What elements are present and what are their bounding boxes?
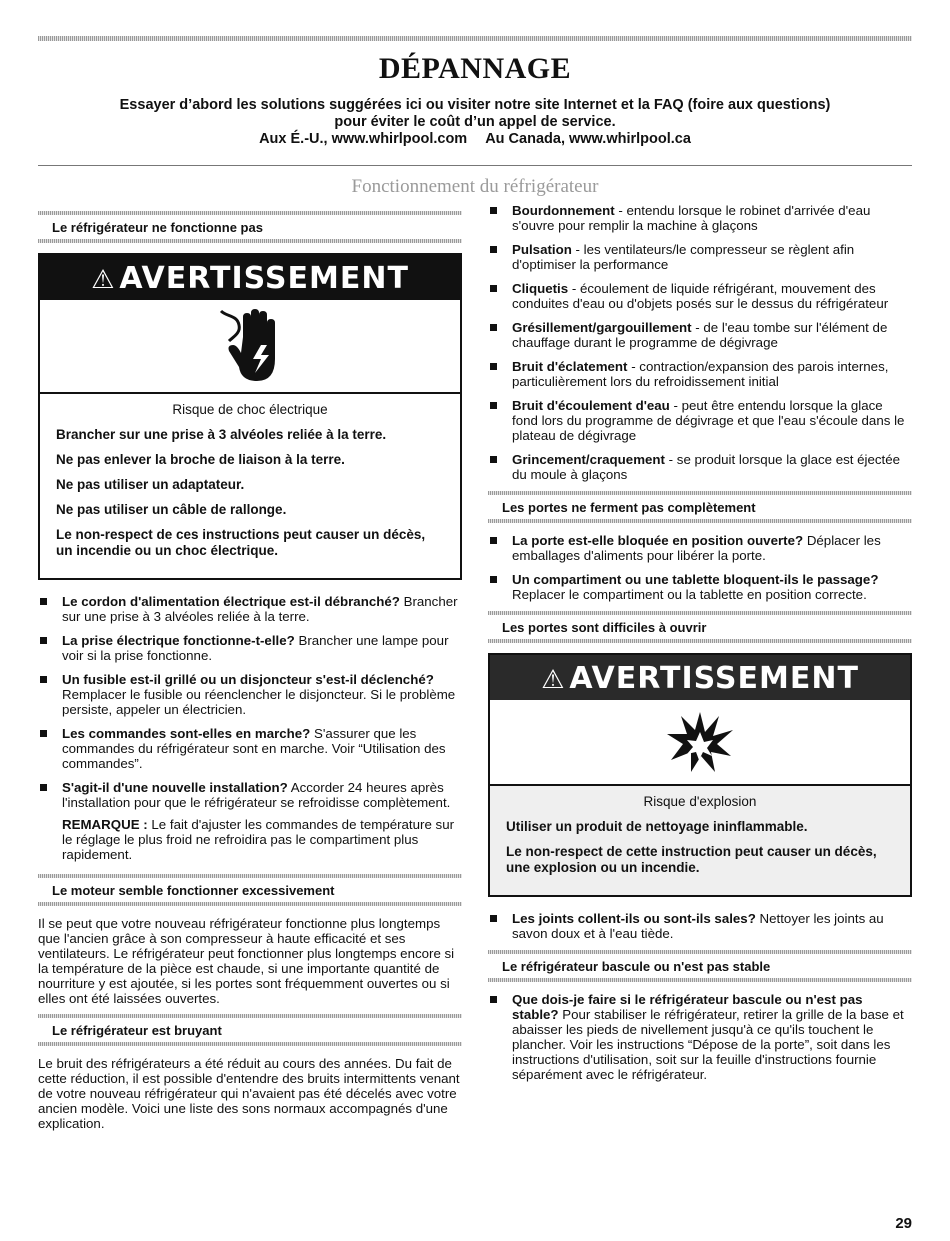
list-item: Que dois-je faire si le réfrigérateur bascule ou n'est pas stable? Pour stabiliser le réfrigérateur, retirer la grille de la base et abaisser les pieds de nivellement jusqu'à ce qu'ils touchent le plancher. Voir les instructions “Dépose de la porte”, soit dans les instructions d'utilisation, soit sur la feuille d'instructions fournie séparément avec le réfrigérateur. <box>488 992 912 1082</box>
list-item: Un fusible est-il grillé ou un disjoncteur s'est-il déclenché? Remplacer le fusible ou réenclencher le disjoncteur. Si le problème persiste, appeler un électricien. <box>38 672 462 717</box>
shock-warning-box: ⚠ AVERTISSEMENT Risque de choc électrique Brancher sur une prise à 3 alvéoles reliée à la terre. Ne pas enlever la broche de liaison à la terre. Ne pas utiliser un adaptateur. Ne pas utiliser un câble de rallonge. Le non-respect de ces instructions peut causer un décès, un incendie ou un choc électrique. <box>38 253 462 580</box>
left-column <box>38 203 462 1139</box>
list-item: Bruit d'éclatement - contraction/expansion des parois internes, particulièrement lors du refroidissement initial <box>488 359 912 389</box>
page-title: DÉPANNAGE <box>378 52 572 85</box>
list-item: Les joints collent-ils ou sont-ils sales? Nettoyer les joints au savon doux et à l'eau tiède. <box>488 911 912 941</box>
warning-heading: ⚠ AVERTISSEMENT <box>490 655 910 700</box>
subheading: Le réfrigérateur est bruyant <box>38 1014 462 1046</box>
list-item: Bourdonnement - entendu lorsque le robinet d'arrivée d'eau s'ouvre pour remplir la machine à glaçons <box>488 203 912 233</box>
list-item: La porte est-elle bloquée en position ouverte? Déplacer les emballages d'aliments pour libérer la porte. <box>488 533 912 563</box>
warning-triangle-icon: ⚠ <box>541 665 566 695</box>
page-number: 29 <box>895 1215 912 1232</box>
divider <box>38 165 912 166</box>
list-item: S'agit-il d'une nouvelle installation? Accorder 24 heures après l'installation pour que le réfrigérateur se refroidisse complètement. <box>38 780 462 810</box>
warning-heading: ⚠ AVERTISSEMENT <box>40 255 460 300</box>
warning-triangle-icon: ⚠ <box>91 265 116 295</box>
intro-line-3 <box>38 131 912 148</box>
list-item: Bruit d'écoulement d'eau - peut être entendu lorsque la glace fond lors du programme de dégivrage et que l'eau s'écoule dans le plateau de dégivrage <box>488 398 912 443</box>
explosion-warning-box: ⚠ AVERTISSEMENT Risque d'explosion Utiliser un produit de nettoyage ininflammable. Le non-respect de cette instruction peut causer un décès, une explosion ou un incendie. <box>488 653 912 897</box>
list-item: Un compartiment ou une tablette bloquent-ils le passage? Replacer le compartiment ou la tablette en position correcte. <box>488 572 912 602</box>
subheading: Les portes ne ferment pas complètement <box>488 491 912 523</box>
list-item: Grincement/craquement - se produit lorsque la glace est éjectée du moule à glaçons <box>488 452 912 482</box>
note: REMARQUE : Le fait d'ajuster les commandes de température sur le réglage le plus froid ne refroidira pas le compartiment plus rapidement. <box>62 817 455 862</box>
explosion-icon <box>665 710 735 774</box>
list-item: Le cordon d'alimentation électrique est-il débranché? Brancher sur une prise à 3 alvéoles reliée à la terre. <box>38 594 462 624</box>
list-item: Grésillement/gargouillement - de l'eau tombe sur l'élément de chauffage durant le programme de dégivrage <box>488 320 912 350</box>
list-item: La prise électrique fonctionne-t-elle? Brancher une lampe pour voir si la prise fonctionne. <box>38 633 462 663</box>
right-column <box>488 203 912 1091</box>
section-title: Fonctionnement du réfrigérateur <box>351 176 599 197</box>
list-item: Les commandes sont-elles en marche? S'assurer que les commandes du réfrigérateur sont en marche. Voir “Utilisation des commandes”. <box>38 726 462 771</box>
subheading: Le moteur semble fonctionner excessivement <box>38 874 462 906</box>
intro-line-2: pour éviter le coût d’un appel de service. <box>334 114 616 130</box>
list-item: Cliquetis - écoulement de liquide réfrigérant, mouvement des conduites d'eau ou d'objets posés sur le dessus du réfrigérateur <box>488 281 912 311</box>
subheading: Le réfrigérateur bascule ou n'est pas stable <box>488 950 912 982</box>
intro-us: Aux É.-U., www.whirlpool.com <box>259 131 468 147</box>
top-rule <box>38 36 912 41</box>
paragraph: Il se peut que votre nouveau réfrigérateur fonctionne plus longtemps que l'ancien grâce à son compresseur à haute efficacité et ses ventilateurs. Le réfrigérateur peut fonctionner plus longtemps encore si la température de la pièce est chaude, si une importante quantité de nourriture y est ajoutée, si les portes sont fréquemment ouvertes ou si elles ont été laissées ouvertes. <box>38 916 455 1006</box>
electric-shock-icon <box>215 307 285 385</box>
warning-risk: Risque d'explosion <box>643 794 757 809</box>
paragraph: Le bruit des réfrigérateurs a été réduit au cours des années. Du fait de cette réduction, il est possible d'entendre des bruits intermittents venant de votre nouveau réfrigérateur qui n'avaient pas été décelés avec votre ancien modèle. Voici une liste des sons normaux accompagnés d'une explication. <box>38 1056 460 1131</box>
subheading: Le réfrigérateur ne fonctionne pas <box>38 211 462 243</box>
subheading: Les portes sont difficiles à ouvrir <box>488 611 912 643</box>
intro-ca: Au Canada, www.whirlpool.ca <box>485 131 691 147</box>
intro <box>38 97 912 148</box>
list-item: Pulsation - les ventilateurs/le compresseur se règlent afin d'optimiser la performance <box>488 242 912 272</box>
warning-risk: Risque de choc électrique <box>172 402 328 417</box>
intro-line-1: Essayer d’abord les solutions suggérées ici ou visiter notre site Internet et la FAQ (foire aux questions) <box>119 97 831 113</box>
